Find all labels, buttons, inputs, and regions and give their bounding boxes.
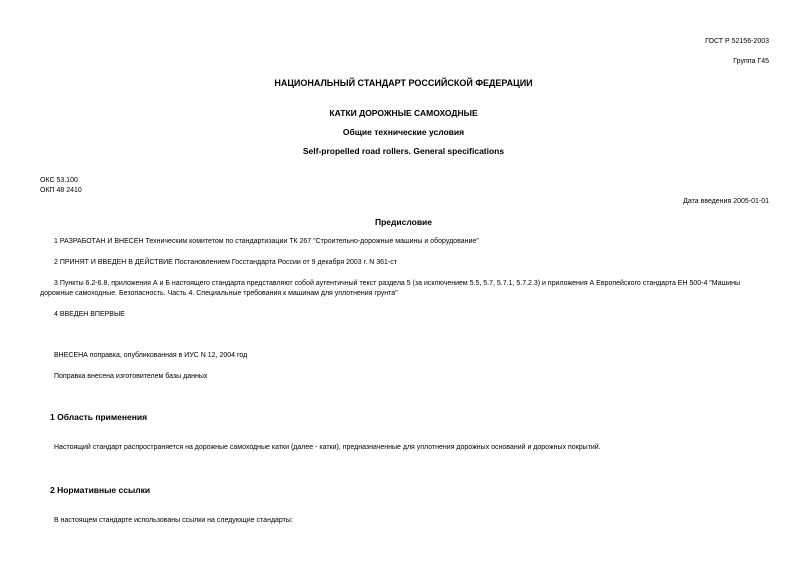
section-2-heading: 2 Нормативные ссылки	[50, 485, 151, 495]
preface-item-3-line-1: 3 Пункты 6.2-6.8, приложения А и Б настоящего стандарта представляют собой аутентичный текст раздела 5 (за исключением 5.5, 5.7, 5.7.1, 5.7.2.3) и приложения А Европейского стандарта ЕН 500-4 "Машины	[54, 280, 741, 287]
document-title-ru: КАТКИ ДОРОЖНЫЕ САМОХОДНЫЕ	[329, 108, 478, 118]
group-label: Группа Г45	[733, 58, 769, 65]
oks-code: ОКС 53.100	[40, 177, 78, 184]
section-1-heading: 1 Область применения	[50, 412, 148, 422]
preface-item-1: 1 РАЗРАБОТАН И ВНЕСЕН Техническим комитетом по стандартизации ТК 267 "Строительно-дорожные машины и оборудование"	[54, 238, 479, 245]
doc-id: ГОСТ Р 52156-2003	[705, 38, 769, 45]
amendment-note: ВНЕСЕНА поправка, опубликованная в ИУС N 12, 2004 год	[54, 352, 248, 359]
okp-code: ОКП 48 2410	[40, 187, 82, 194]
document-subtitle-ru: Общие технические условия	[342, 127, 465, 137]
preface-item-4: 4 ВВЕДЕН ВПЕРВЫЕ	[54, 311, 125, 318]
section-1-text: Настоящий стандарт распространяется на дорожные самоходные катки (далее - катки), предназначенные для уплотнения дорожных оснований и дорожных покрытий.	[54, 444, 601, 451]
preface-item-3-line-2: дорожные самоходные. Безопасность. Часть 4. Специальные требования к машинам для уплотнения грунта"	[40, 290, 398, 297]
preface-item-2: 2 ПРИНЯТ И ВВЕДЕН В ДЕЙСТВИЕ Постановлением Госстандарта России от 9 декабря 2003 г. N 361-ст	[54, 259, 397, 266]
intro-date: Дата введения 2005-01-01	[683, 198, 769, 205]
preface-heading: Предисловие	[374, 217, 433, 227]
section-2-text: В настоящем стандарте использованы ссылки на следующие стандарты:	[54, 517, 293, 524]
amendment-source: Поправка внесена изготовителем базы данных	[54, 373, 208, 380]
document-title-en: Self-propelled road rollers. General specifications	[302, 146, 505, 156]
standard-title: НАЦИОНАЛЬНЫЙ СТАНДАРТ РОССИЙСКОЙ ФЕДЕРАЦИИ	[274, 78, 533, 88]
